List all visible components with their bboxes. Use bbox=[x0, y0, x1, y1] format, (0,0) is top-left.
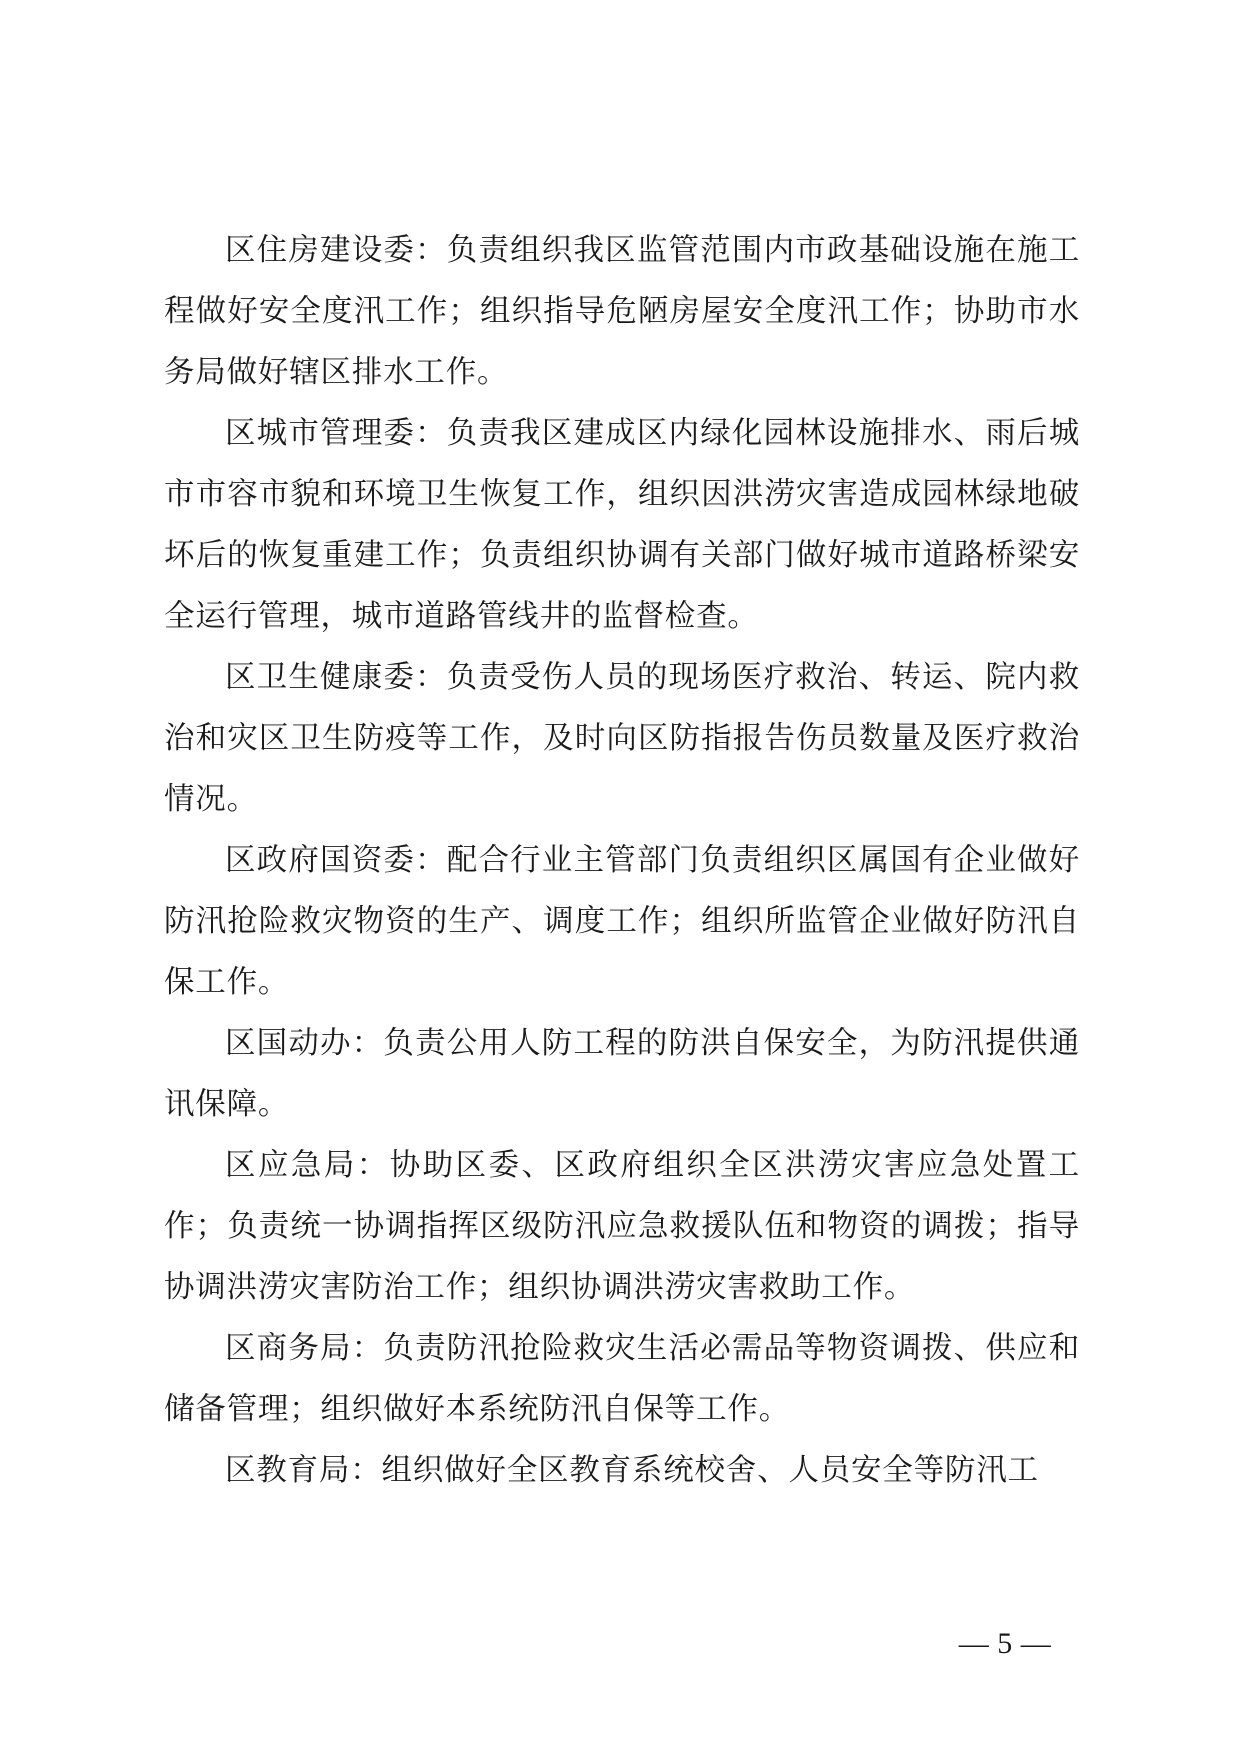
document-body bbox=[164, 220, 1080, 1501]
paragraph-urban-management-committee: 区城市管理委：负责我区建成区内绿化园林设施排水、雨后城市市容市貌和环境卫生恢复工作，组织因洪涝灾害造成园林绿地破坏后的恢复重建工作；负责组织协调有关部门做好城市道路桥梁安全运行管理，城市道路管线井的监督检查。 bbox=[164, 416, 1080, 634]
paragraph-emergency-management-bureau: 区应急局：协助区委、区政府组织全区洪涝灾害应急处置工作；负责统一协调指挥区级防汛应急救援队伍和物资的调拨；指导协调洪涝灾害防治工作；组织协调洪涝灾害救助工作。 bbox=[164, 1148, 1080, 1305]
paragraph-commerce-bureau: 区商务局：负责防汛抢险救灾生活必需品等物资调拨、供应和储备管理；组织做好本系统防汛自保等工作。 bbox=[164, 1331, 1080, 1427]
page-number: — 5 — bbox=[958, 1627, 1052, 1660]
paragraph-national-defense-mobilization-office: 区国动办：负责公用人防工程的防洪自保安全，为防汛提供通讯保障。 bbox=[164, 1026, 1080, 1122]
paragraph-housing-construction-committee: 区住房建设委：负责组织我区监管范围内市政基础设施在施工程做好安全度汛工作；组织指导危陋房屋安全度汛工作；协助市水务局做好辖区排水工作。 bbox=[164, 233, 1080, 390]
paragraph-health-commission: 区卫生健康委：负责受伤人员的现场医疗救治、转运、院内救治和灾区卫生防疫等工作，及时向区防指报告伤员数量及医疗救治情况。 bbox=[164, 660, 1080, 817]
paragraph-education-bureau: 区教育局：组织做好全区教育系统校舍、人员安全等防汛工 bbox=[225, 1453, 1039, 1488]
paragraph-state-assets-commission: 区政府国资委：配合行业主管部门负责组织区属国有企业做好防汛抢险救灾物资的生产、调度工作；组织所监管企业做好防汛自保工作。 bbox=[164, 843, 1080, 1000]
